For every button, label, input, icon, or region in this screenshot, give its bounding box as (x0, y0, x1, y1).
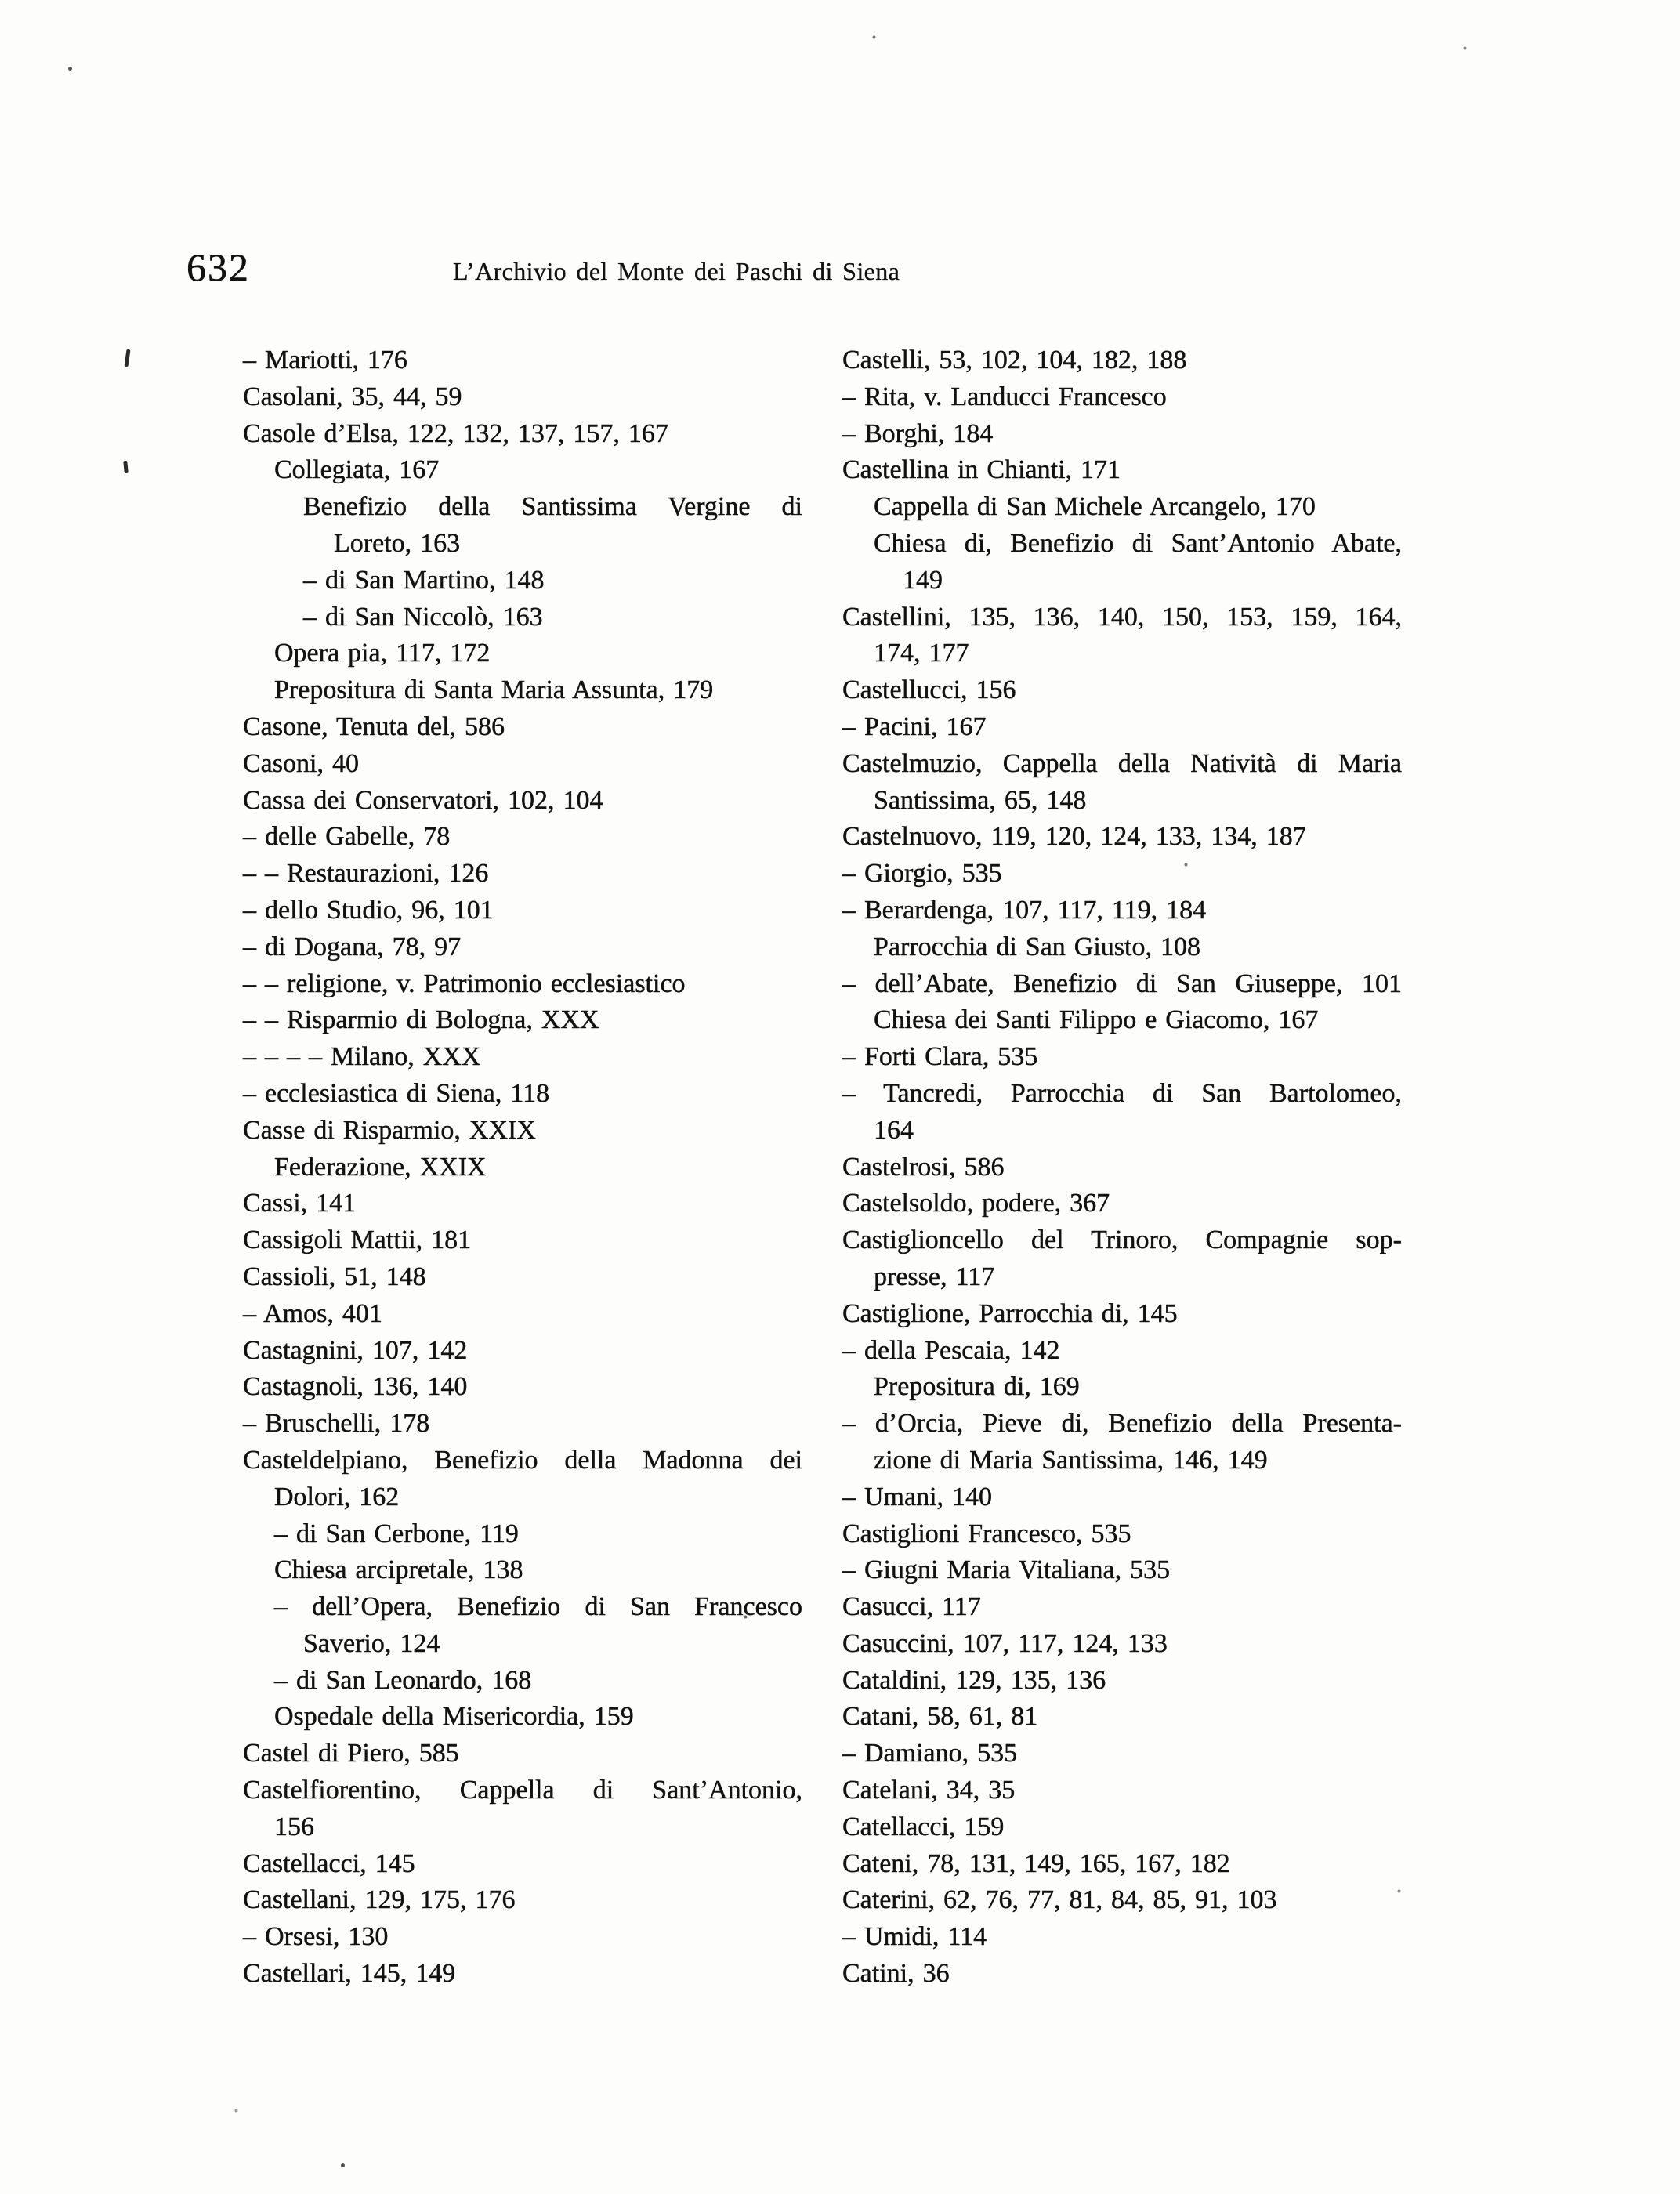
index-line: Castellucci, 156 (842, 675, 1016, 705)
index-line: Cassioli, 51, 148 (243, 1262, 426, 1291)
index-line: Catellacci, 159 (842, 1812, 1005, 1841)
index-line: Cassa dei Conservatori, 102, 104 (243, 785, 603, 815)
index-line: Chiesa arcipretale, 138 (274, 1555, 523, 1585)
index-line: Castelmuzio, Cappella della Natività di Maria (842, 748, 1402, 778)
scan-noise-specks (0, 0, 2, 2)
index-line: Castellini, 135, 136, 140, 150, 153, 159, 164, (842, 602, 1402, 632)
index-line: Cateni, 78, 131, 149, 165, 167, 182 (842, 1848, 1230, 1878)
index-line: Opera pia, 117, 172 (274, 639, 491, 668)
index-line: Casone, Tenuta del, 586 (243, 711, 505, 741)
index-line: Casoni, 40 (243, 748, 359, 778)
index-line: – dello Studio, 96, 101 (243, 895, 494, 925)
index-line: – ecclesiastica di Siena, 118 (243, 1078, 550, 1108)
index-line: Casucci, 117 (842, 1592, 981, 1622)
index-line: Federazione, XXIX (274, 1152, 487, 1182)
index-line: Catani, 58, 61, 81 (842, 1702, 1038, 1732)
index-line: – Rita, v. Landucci Francesco (842, 382, 1167, 411)
index-line: – delle Gabelle, 78 (243, 822, 451, 852)
index-left-column (243, 342, 802, 1993)
index-line: – dell’Abate, Benefizio di San Giuseppe, 101 (842, 968, 1402, 998)
index-line: Benefizio della Santissima Vergine di (303, 492, 802, 522)
index-line: Cassigoli Mattii, 181 (243, 1226, 472, 1255)
index-line: – – – – Milano, XXX (243, 1042, 481, 1072)
running-head: L’Archivio del Monte dei Paschi di Siena (453, 257, 900, 285)
index-line: Casse di Risparmio, XXIX (243, 1115, 536, 1145)
index-line: – di San Niccolò, 163 (303, 602, 543, 632)
index-line: – Umidi, 114 (842, 1922, 987, 1952)
index-line: – Orsesi, 130 (243, 1922, 389, 1952)
index-line: – Pacini, 167 (842, 711, 987, 741)
index-line: Casuccini, 107, 117, 124, 133 (842, 1628, 1168, 1658)
index-line: Castellacci, 145 (243, 1848, 415, 1878)
index-line: Cassi, 141 (243, 1189, 357, 1218)
scan-edge-mark (124, 349, 130, 367)
index-line: 174, 177 (874, 639, 969, 668)
index-line: – di San Martino, 148 (303, 565, 545, 595)
index-line: Parrocchia di San Giusto, 108 (874, 932, 1200, 961)
index-line: Casolani, 35, 44, 59 (243, 382, 462, 411)
index-line: Castiglione, Parrocchia di, 145 (842, 1298, 1178, 1328)
index-line: – Giorgio, 535 (842, 859, 1002, 889)
index-line: zione di Maria Santissima, 146, 149 (874, 1445, 1268, 1475)
page-number: 632 (186, 245, 250, 289)
scan-edge-mark (123, 461, 129, 473)
index-line: – Forti Clara, 535 (842, 1042, 1038, 1072)
index-line: – – Risparmio di Bologna, XXX (243, 1005, 599, 1035)
index-line: Castagnoli, 136, 140 (243, 1372, 468, 1402)
index-line: Catini, 36 (842, 1959, 950, 1989)
index-line: Castelsoldo, podere, 367 (842, 1189, 1110, 1218)
index-line: – – Restaurazioni, 126 (243, 859, 489, 889)
index-line: 156 (274, 1812, 314, 1841)
index-line: Casteldelpiano, Benefizio della Madonna dei (243, 1445, 802, 1475)
index-line: Castelfiorentino, Cappella di Sant’Antonio, (243, 1776, 802, 1805)
index-line: – Amos, 401 (243, 1298, 382, 1328)
index-line: Castelli, 53, 102, 104, 182, 188 (842, 346, 1187, 375)
index-line: Cappella di San Michele Arcangelo, 170 (874, 492, 1316, 522)
index-line: Collegiata, 167 (274, 455, 440, 485)
index-line: – di San Cerbone, 119 (274, 1519, 519, 1548)
index-line: – Tancredi, Parrocchia di San Bartolomeo, (842, 1078, 1402, 1108)
index-line: – dell’Opera, Benefizio di San Francesco (274, 1592, 802, 1622)
index-right-column (842, 342, 1402, 1993)
index-line: Prepositura di, 169 (874, 1372, 1080, 1402)
index-line: Castelnuovo, 119, 120, 124, 133, 134, 187 (842, 822, 1306, 852)
index-line: Prepositura di Santa Maria Assunta, 179 (274, 675, 714, 705)
index-line: Ospedale della Misericordia, 159 (274, 1702, 634, 1732)
index-line: Castellari, 145, 149 (243, 1959, 456, 1989)
index-line: – di San Leonardo, 168 (274, 1665, 532, 1695)
index-line: Catelani, 34, 35 (842, 1776, 1016, 1805)
index-line: Saverio, 124 (303, 1628, 440, 1658)
index-line: Chiesa dei Santi Filippo e Giacomo, 167 (874, 1005, 1319, 1035)
index-line: – – religione, v. Patrimonio ecclesiastico (243, 968, 686, 998)
index-line: – Damiano, 535 (842, 1739, 1018, 1769)
index-line: Castagnini, 107, 142 (243, 1335, 468, 1365)
index-line: – della Pescaia, 142 (842, 1335, 1060, 1365)
index-line: Dolori, 162 (274, 1482, 400, 1512)
index-line: – Bruschelli, 178 (243, 1409, 430, 1439)
index-line: Castellani, 129, 175, 176 (243, 1885, 516, 1915)
index-line: Cataldini, 129, 135, 136 (842, 1665, 1106, 1695)
index-line: Chiesa di, Benefizio di Sant’Antonio Abate, (874, 528, 1402, 558)
index-line: Castel di Piero, 585 (243, 1739, 459, 1769)
index-line: presse, 117 (874, 1262, 995, 1291)
index-line: – Berardenga, 107, 117, 119, 184 (842, 895, 1207, 925)
index-line: – di Dogana, 78, 97 (243, 932, 462, 961)
index-line: Castiglioncello del Trinoro, Compagnie sop- (842, 1226, 1402, 1255)
index-line: Caterini, 62, 76, 77, 81, 84, 85, 91, 103 (842, 1885, 1277, 1915)
index-line: – Borghi, 184 (842, 418, 994, 448)
index-line: Castelrosi, 586 (842, 1152, 1005, 1182)
index-line: Loreto, 163 (334, 528, 461, 558)
index-line: Casole d’Elsa, 122, 132, 137, 157, 167 (243, 418, 668, 448)
index-line: Castellina in Chianti, 171 (842, 455, 1121, 485)
index-line: 164 (874, 1115, 914, 1145)
index-line: Santissima, 65, 148 (874, 785, 1087, 815)
index-line: – Giugni Maria Vitaliana, 535 (842, 1555, 1171, 1585)
index-line: – Mariotti, 176 (243, 346, 407, 375)
index-line: – Umani, 140 (842, 1482, 993, 1512)
index-line: Castiglioni Francesco, 535 (842, 1519, 1131, 1548)
index-line: 149 (903, 565, 943, 595)
index-line: – d’Orcia, Pieve di, Benefizio della Presenta- (842, 1409, 1402, 1439)
